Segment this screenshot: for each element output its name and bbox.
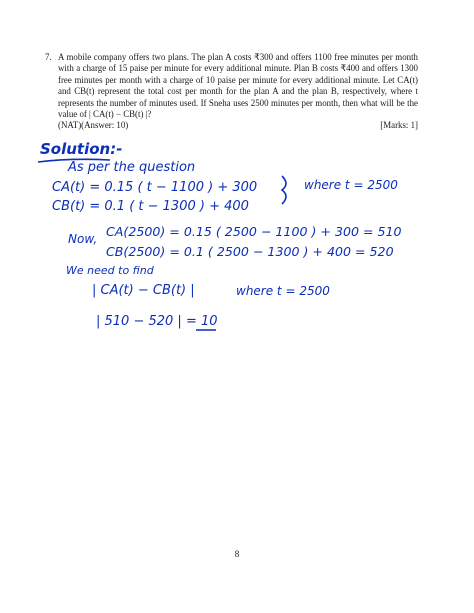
solution-heading: Solution:-: [40, 140, 123, 158]
problem-text-body: A mobile company offers two plans. The plan A costs ₹300 and offers 1100 free minutes per month with a charge of 15 paise per minute for every additional minute. Plan B costs ₹400 and offers 1300 free minutes per month with a charge of 10 paise per minute for every additional minute. Let CA(t) and CB(t) represent the total cost per month for the plan A and the plan B, respectively, where t represents the number of minutes used. If Sneha uses 2500 minutes per month, then what will be the value of | CA(t) − CB(t) |?: [58, 52, 418, 120]
solution-intro: As per the question: [68, 160, 196, 175]
equation-ca: CA(t) = 0.15 ( t − 1100 ) + 300: [52, 180, 258, 195]
need-to-find: We need to find: [66, 264, 154, 277]
final-answer: | 510 − 520 | = 10: [96, 314, 218, 329]
now-label: Now,: [68, 232, 98, 246]
equation-cb: CB(t) = 0.1 ( t − 1300 ) + 400: [52, 199, 249, 214]
page-number: 8: [234, 549, 240, 559]
problem-meta: (NAT)(Answer: 10): [58, 120, 129, 131]
brace-mark: [282, 176, 286, 204]
where-t-2: where t = 2500: [236, 284, 330, 298]
problem-number: 7.: [45, 52, 52, 62]
calc-cb: CB(2500) = 0.1 ( 2500 − 1300 ) + 400 = 520: [106, 244, 394, 259]
calc-ca: CA(2500) = 0.15 ( 2500 − 1100 ) + 300 = 510: [106, 224, 402, 239]
abs-expression: | CA(t) − CB(t) |: [92, 283, 195, 298]
where-t-1: where t = 2500: [304, 178, 398, 192]
problem-marks: [Marks: 1]: [380, 120, 418, 131]
